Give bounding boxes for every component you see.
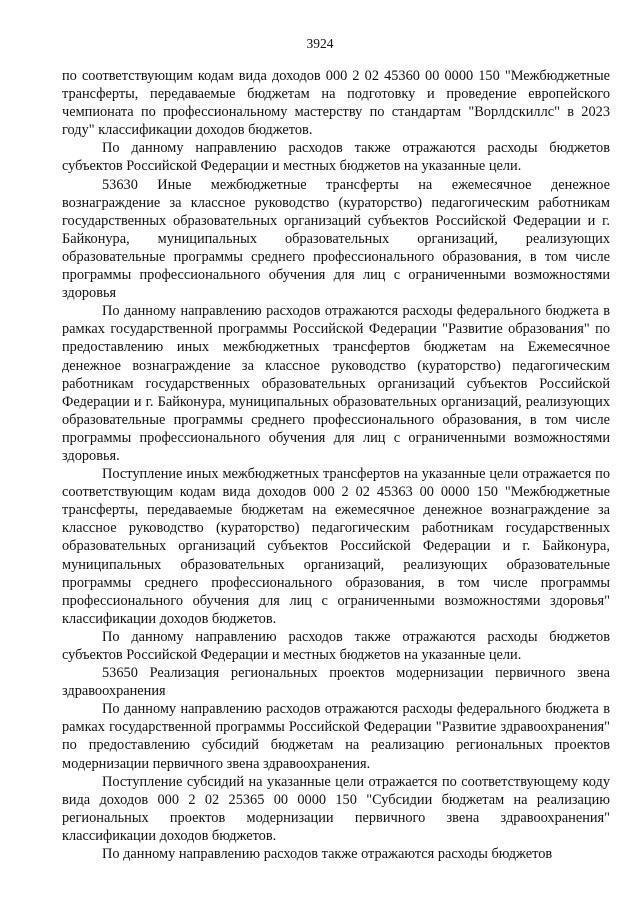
paragraph: Поступление субсидий на указанные цели отражается по соответствующему коду вида доходов 000 2 02 25365 00 0000 150 "Субсидии бюджетам на реализацию региональных проектов модернизации первичного звена здравоохранения" классификации доходов бюджетов. (62, 773, 610, 844)
paragraph-heading-53650: 53650 Реализация региональных проектов модернизации первичного звена здравоохранения (62, 665, 610, 700)
paragraph: По данному направлению расходов отражаются расходы федерального бюджета в рамках государственной программы Российской Федерации "Развитие образования" по предоставлению иных межбюджетных трансфертов бюджетам на Ежемесячное денежное вознаграждение за классное руководство (кураторство) педагогическим работникам государственных образовательных организаций субъектов Российской Федерации и г. Байконура, муниципальных образовательных организаций, реализующих образовательные программы среднего профессионального образования, в том числе программы профессионального обучения для лиц с ограниченными возможностями здоровья. (62, 303, 610, 464)
page-number: 3924 (306, 36, 334, 51)
paragraph: По данному направлению расходов также отражаются расходы бюджетов субъектов Российской Федерации и местных бюджетов на указанные цели. (62, 140, 610, 175)
paragraph: по соответствующим кодам вида доходов 000 2 02 45360 00 0000 150 "Межбюджетные трансферты, передаваемые бюджетам на подготовку и проведение европейского чемпионата по профессиональному мастерству по стандартам "Ворлдскиллс" в 2023 году" классификации доходов бюджетов. (62, 68, 610, 139)
paragraph: Поступление иных межбюджетных трансфертов на указанные цели отражается по соответствующим кодам вида доходов 000 2 02 45363 00 0000 150 "Межбюджетные трансферты, передаваемые бюджетам на ежемесячное денежное вознаграждение за классное руководство (кураторство) педагогическим работникам государственных образовательных организаций субъектов Российской Федерации и г. Байконура, муниципальных образовательных организаций, реализующих образовательные программы среднего профессионального образования, в том числе программы профессионального обучения для лиц с ограниченными возможностями здоровья" классификации доходов бюджетов. (62, 466, 610, 627)
paragraph: По данному направлению расходов отражаются расходы федерального бюджета в рамках государственной программы Российской Федерации "Развитие здравоохранения" по предоставлению субсидий бюджетам на реализацию региональных проектов модернизации первичного звена здравоохранения. (62, 701, 610, 772)
paragraph: По данному направлению расходов также отражаются расходы бюджетов (102, 846, 553, 863)
document-body (62, 67, 610, 863)
paragraph: По данному направлению расходов также отражаются расходы бюджетов субъектов Российской Федерации и местных бюджетов на указанные цели. (62, 628, 610, 663)
paragraph-heading-53630: 53630 Иные межбюджетные трансферты на ежемесячное денежное вознаграждение за классное руководство (кураторство) педагогическим работникам государственных образовательных организаций субъектов Российской Федерации и г. Байконура, муниципальных образовательных организаций, реализующих образовательные программы среднего профессионального образования, в том числе программы профессионального обучения для лиц с ограниченными возможностями здоровья (62, 176, 610, 302)
